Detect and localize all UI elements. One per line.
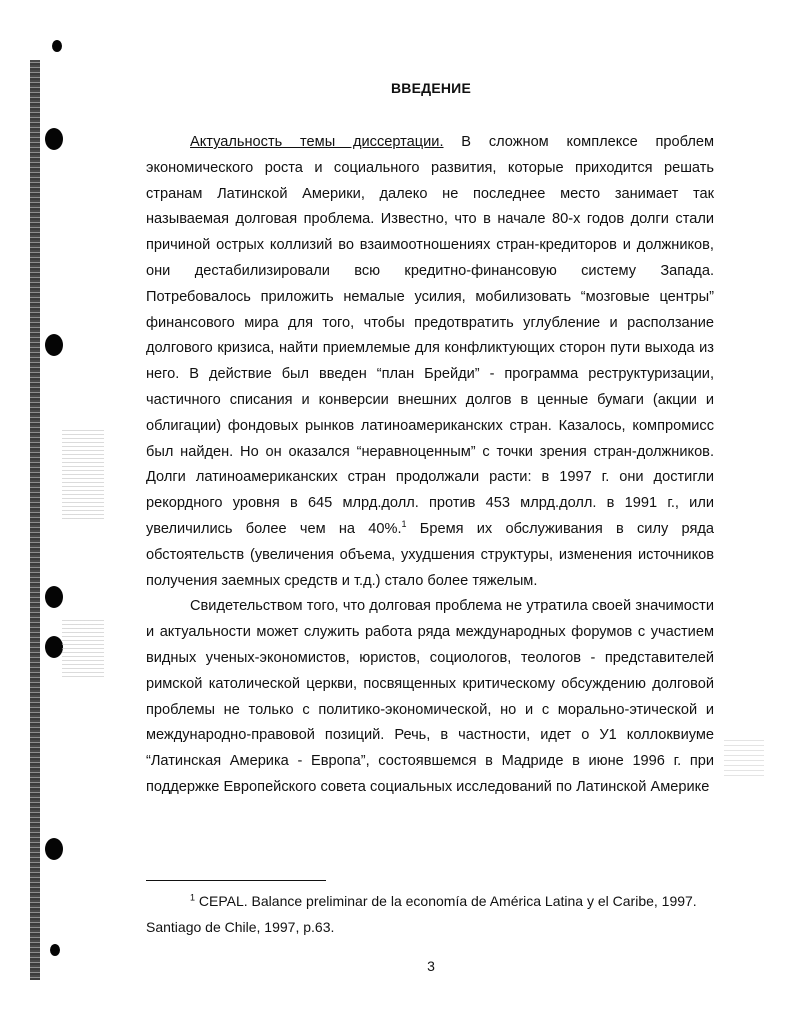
punch-hole [45, 636, 63, 658]
punch-hole [45, 128, 63, 150]
page-number: 3 [427, 958, 435, 974]
scan-noise [724, 740, 764, 780]
document-body [146, 130, 714, 801]
paragraph-text: В сложном комплексе проблем экономического роста и социального развития, которые приходится решать странам Латинской Америки, далеко не последнее место занимает так называемая долговая проблема. Известно, что в начале 80-х годов долги стали причиной острых коллизий во взаимоотношениях стран-кредиторов и должников, они дестабилизировали всю кредитно-финансовую систему Запада. Потребовалось приложить немалые усилия, мобилизовать “мозговые центры” финансового мира для того, чтобы предотвратить углубление и расползание долгового кризиса, найти приемлемые для конфликтующих сторон пути выхода из него. В действие был введен “план Брейди” - программа реструктуризации, частичного списания и конверсии внешних долгов в ценные бумаги (акции и облигации) фондовых рынков латиноамериканских стран. Казалось, компромисс был найден. Но он оказался “неравноценным” с точки зрения стран-должников. Долги латиноамериканских стран продолжали расти: в 1997 г. они достигли рекордного уровня в 645 млрд.долл. против 453 млрд.долл. в 1991 г., или увеличились более чем на 40%. [146, 134, 714, 537]
paragraph: Свидетельством того, что долговая проблема не утратила своей значимости и актуальности может служить работа ряда международных форумов с участием видных ученых-экономистов, юристов, социологов, теологов - представителей римской католической церкви, посвященных критическому обсуждению долговой проблемы не только с политико-экономической, но и с морально-этической и международно-правовой позиций. Речь, в частности, идет о У1 коллоквиуме “Латинская Америка - Европа”, состоявшемся в Мадриде в июне 1996 г. при поддержке Европейского совета социальных исследований по Латинской Америке [146, 598, 714, 795]
footnote-reference: 1 [401, 519, 407, 530]
footnote-text: CEPAL. Balance preliminar de la economía de América Latina y el Caribe, 1997. Santiago de Chile, 1997, p.63. [146, 893, 697, 935]
footnote-divider [146, 880, 326, 881]
punch-hole [45, 838, 63, 860]
page-title: ВВЕДЕНИЕ [391, 80, 471, 96]
punch-hole [45, 334, 63, 356]
paragraph-lead: Актуальность темы диссертации. [190, 134, 444, 150]
paragraph-text: Бремя их обслуживания в силу ряда обстоятельств (увеличения объема, ухудшения структуры, изменения источников получения заемных средств и т.д.) стало более тяжелым. [146, 520, 714, 589]
footnote-marker: 1 [190, 892, 196, 903]
scan-binding-edge [30, 60, 40, 980]
scan-noise [62, 430, 104, 520]
footnote [146, 888, 714, 940]
punch-hole [45, 586, 63, 608]
punch-hole [50, 944, 60, 956]
paragraph [146, 130, 714, 594]
punch-hole [52, 40, 62, 52]
scan-noise [62, 620, 104, 680]
